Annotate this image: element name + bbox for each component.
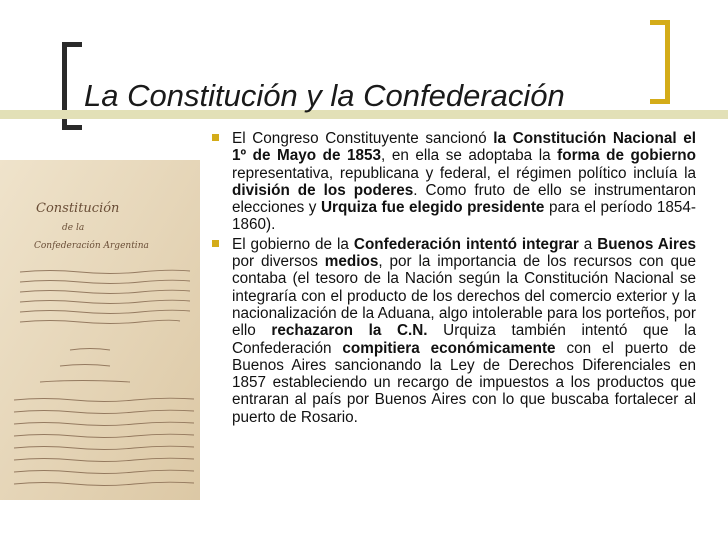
bullet-1-seg-4: representativa, republicana y federal, el régimen político incluía la <box>232 164 696 182</box>
bullet-1-seg-0: El Congreso Constituyente sancionó <box>232 130 494 147</box>
bullet-square-icon <box>212 240 219 247</box>
doc-caption-line-2: de la <box>62 223 85 233</box>
historical-document-icon <box>0 160 200 500</box>
bullet-2-seg-6: , por la importancia de los recursos con que contaba (el tesoro de la Nación según la Constitución Nacional se integraría con el producto de los derechos del comercio exterior y la nacionalización de la Aduana, algo intolerable para los porteños, por ello <box>232 253 696 340</box>
bullet-2-seg-7: rechazaron la C.N. <box>271 322 428 340</box>
bullet-item-1 <box>212 130 696 234</box>
constitution-document-image <box>0 160 200 500</box>
bullet-1-seg-8: para el período 1854-1860). <box>232 199 696 234</box>
bullet-1-seg-6: . Como fruto de ello se instrumentaron elecciones y <box>232 181 696 217</box>
bullet-2-seg-1: Confederación intentó integrar <box>353 235 579 253</box>
bullet-2-seg-5: medios <box>324 253 379 271</box>
bullet-item-2 <box>212 236 696 426</box>
bullet-1-seg-1: la Constitución Nacional el 1º de Mayo de 1853 <box>232 130 696 165</box>
bullet-1-seg-3: forma de gobierno <box>557 147 696 165</box>
bullet-2-seg-2: a <box>578 235 598 253</box>
bullet-2-seg-9: compitiera económicamente <box>342 339 556 357</box>
bullet-2-seg-4: por diversos <box>232 253 325 271</box>
bullet-square-icon <box>212 134 219 141</box>
bullet-2-seg-10: con el puerto de Buenos Aires sancionando la Ley de Derechos Diferenciales en 1857 estableciendo un recargo de impuestos a los productos que entraran al país por Buenos Aires con lo que buscaba fortalecer al puerto de Rosario. <box>232 339 697 426</box>
bullet-2-seg-0: El gobierno de la <box>232 235 354 253</box>
bullet-1-seg-7: Urquiza fue elegido presidente <box>320 199 545 217</box>
doc-caption-line-1: Constitución <box>36 201 120 216</box>
slide-title: La Constitución y la Confederación <box>84 78 565 113</box>
bullet-2-seg-3: Buenos Aires <box>597 235 696 253</box>
bullet-list <box>212 130 696 428</box>
bullet-1-seg-2: , en ella se adoptaba la <box>381 147 558 165</box>
doc-caption-line-3: Confederación Argentina <box>34 241 149 251</box>
bullet-2-seg-8: Urquiza también intentó que la Confederación <box>232 322 696 357</box>
bullet-1-seg-5: división de los poderes <box>232 181 414 199</box>
right-bracket-decoration <box>650 20 670 104</box>
